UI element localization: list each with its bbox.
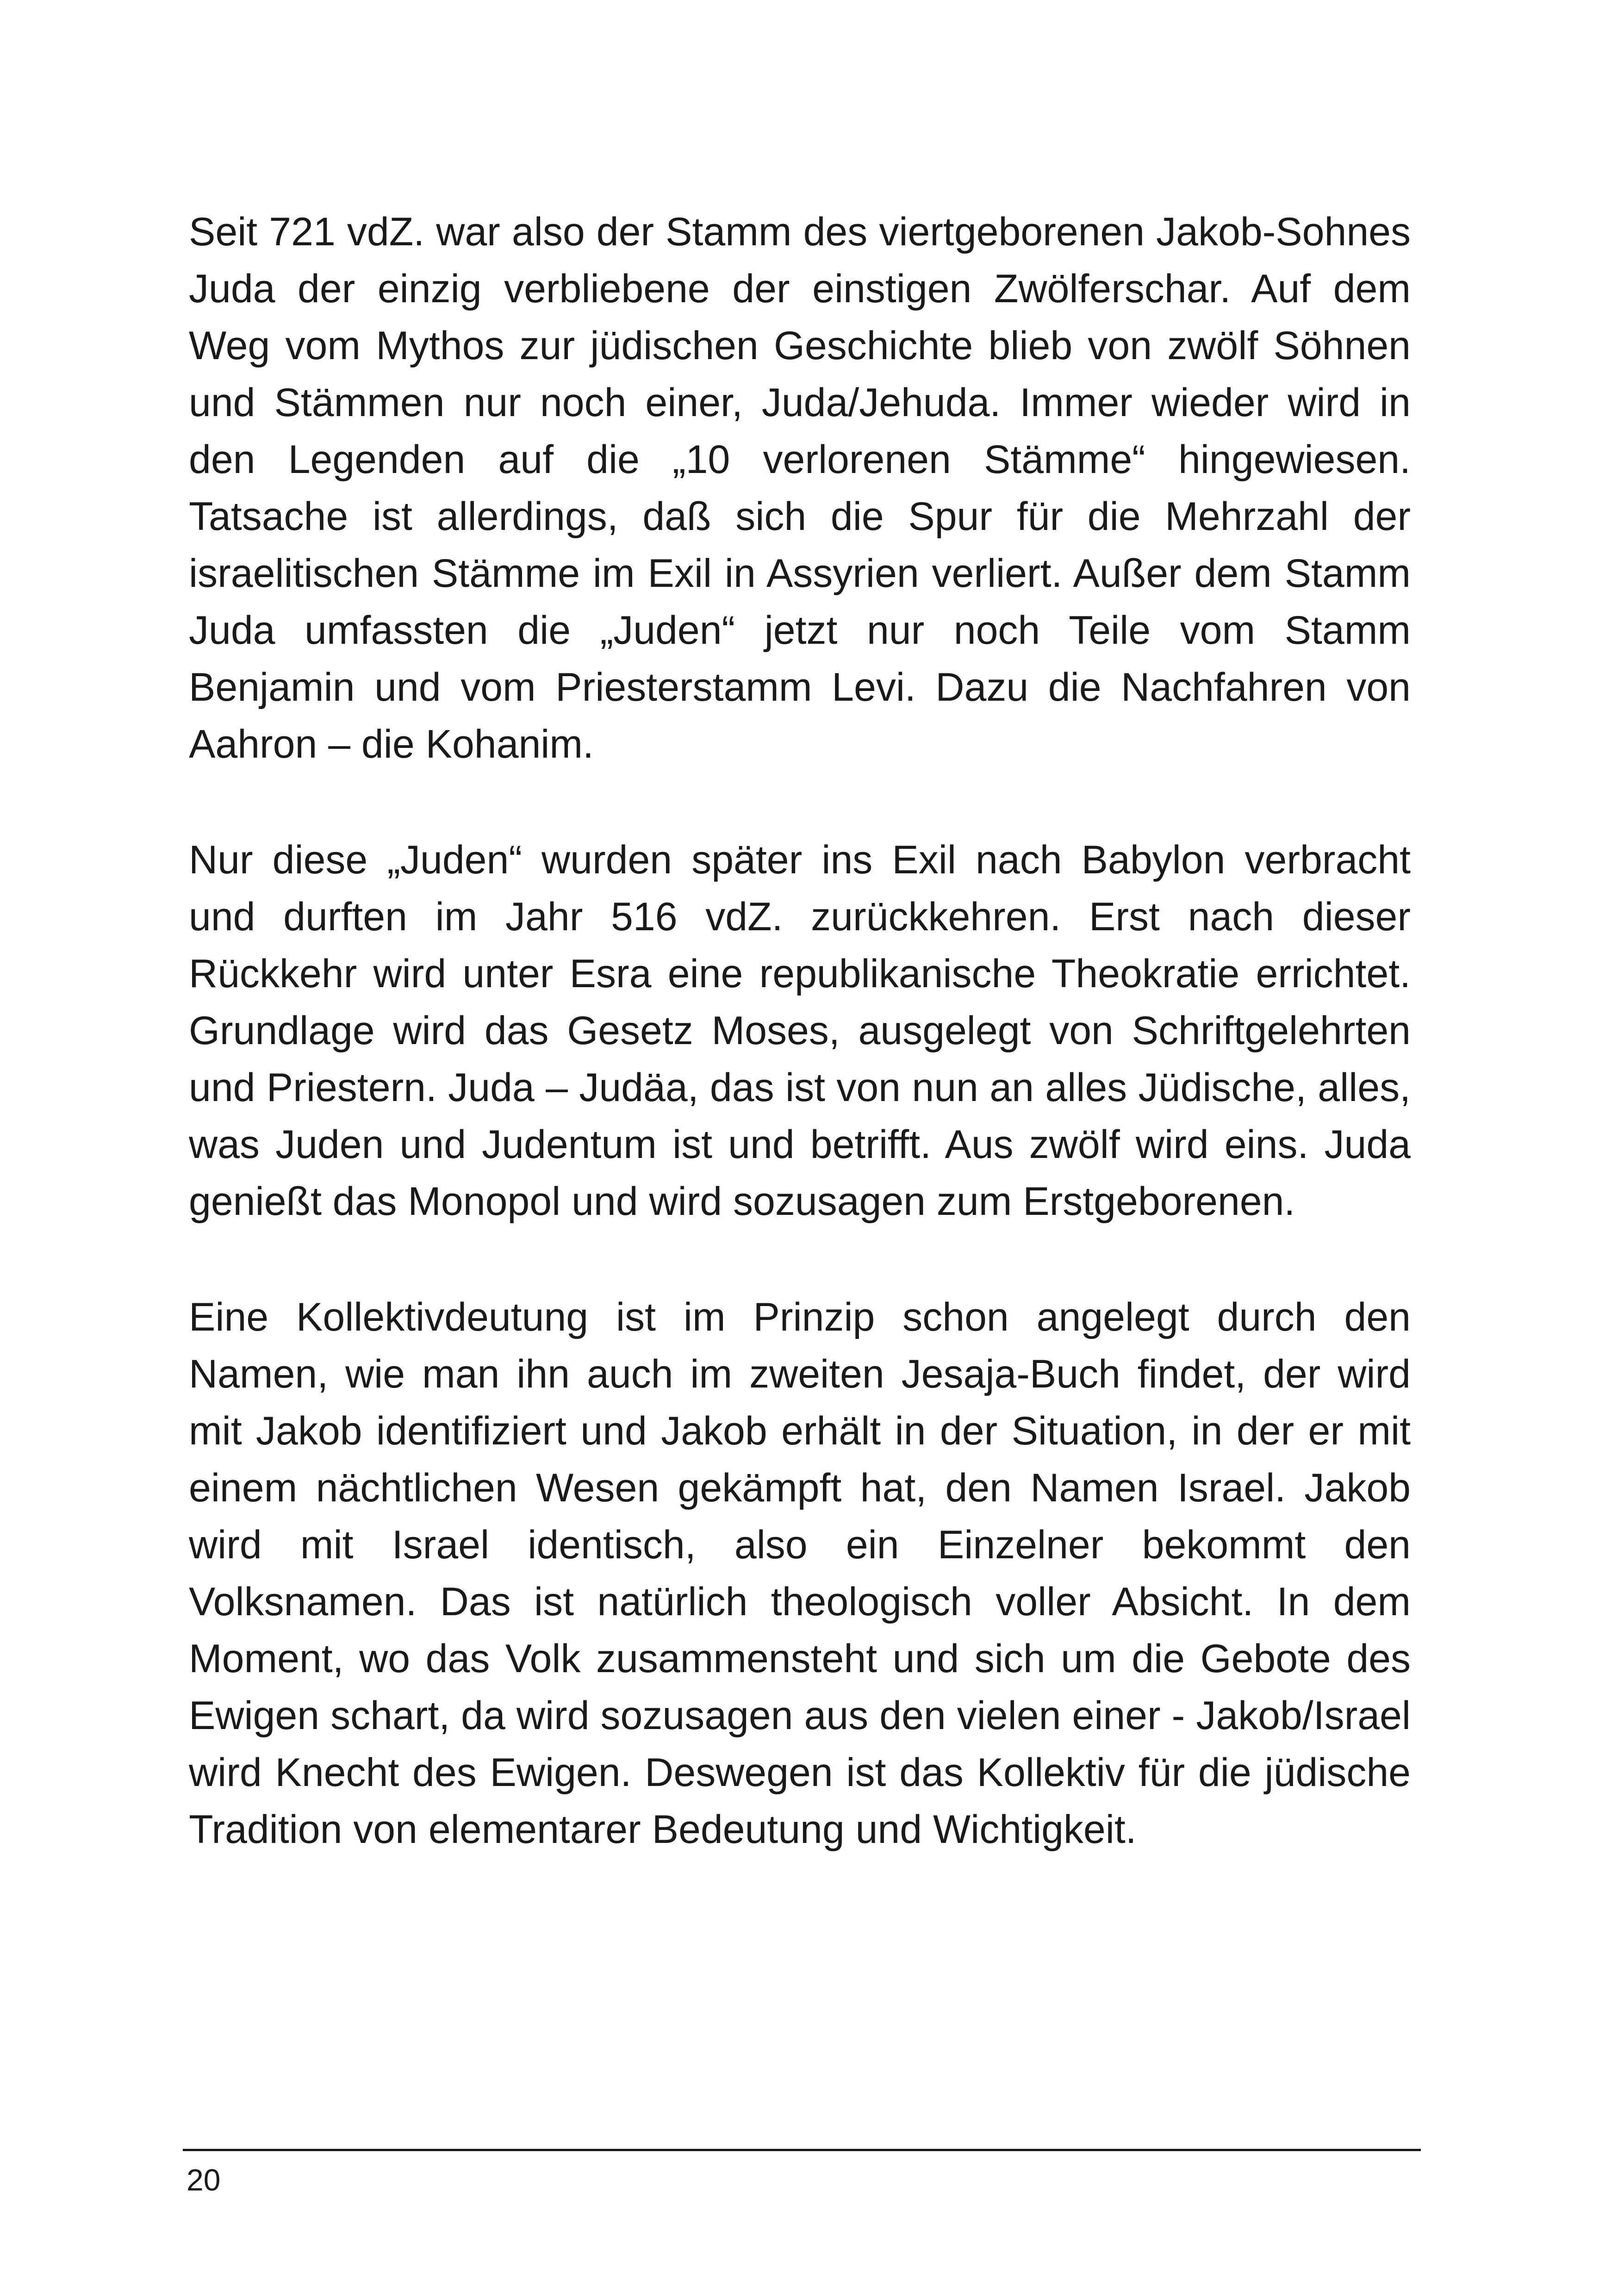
paragraph-1: Seit 721 vdZ. war also der Stamm des viertgeborenen Jakob-Sohnes Juda der einzig verbliebene der einstigen Zwölferschar. Auf dem Weg vom Mythos zur jüdischen Geschichte blieb von zwölf Söhnen und Stämmen nur noch einer, Juda/Jehuda. Immer wieder wird in den Legenden auf die „10 verlorenen Stämme“ hingewiesen. Tatsache ist allerdings, daß sich die Spur für die Mehrzahl der israelitischen Stämme im Exil in Assyrien verliert. Außer dem Stamm Juda umfassten die „Juden“ jetzt nur noch Teile vom Stamm Benjamin und vom Priesterstamm Levi. Dazu die Nachfahren von Aahron – die Kohanim.	[189, 210, 1411, 766]
paragraph-2: Nur diese „Juden“ wurden später ins Exil nach Babylon verbracht und durften im Jahr 516 vdZ. zurückkehren. Erst nach dieser Rückkehr wird unter Esra eine republikanische Theokratie errichtet. Grundlage wird das Gesetz Moses, ausgelegt von Schriftgelehrten und Priestern. Juda – Judäa, das ist von nun an alles Jüdische, alles, was Juden und Judentum ist und betrifft. Aus zwölf wird eins. Juda genießt das Monopol und wird sozusagen zum Erstgeborenen.	[189, 838, 1411, 1224]
page-number: 20	[187, 2163, 221, 2197]
body-text	[189, 204, 1411, 1917]
footer-divider	[183, 2149, 1421, 2151]
paragraph-3: Eine Kollektivdeutung ist im Prinzip schon angelegt durch den Namen, wie man ihn auch im zweiten Jesaja-Buch findet, der wird mit Jakob identifiziert und Jakob erhält in der Situation, in der er mit einem nächtlichen Wesen gekämpft hat, den Namen Israel. Jakob wird mit Israel identisch, also ein Einzelner bekommt den Volksnamen. Das ist natürlich theologisch voller Absicht. In dem Moment, wo das Volk zusammensteht und sich um die Gebote des Ewigen schart, da wird sozusagen aus den vielen einer - Jakob/Israel wird Knecht des Ewigen. Deswegen ist das Kollektiv für die jüdische Tradition von elementarer Bedeutung und Wichtigkeit.	[189, 1295, 1411, 1852]
